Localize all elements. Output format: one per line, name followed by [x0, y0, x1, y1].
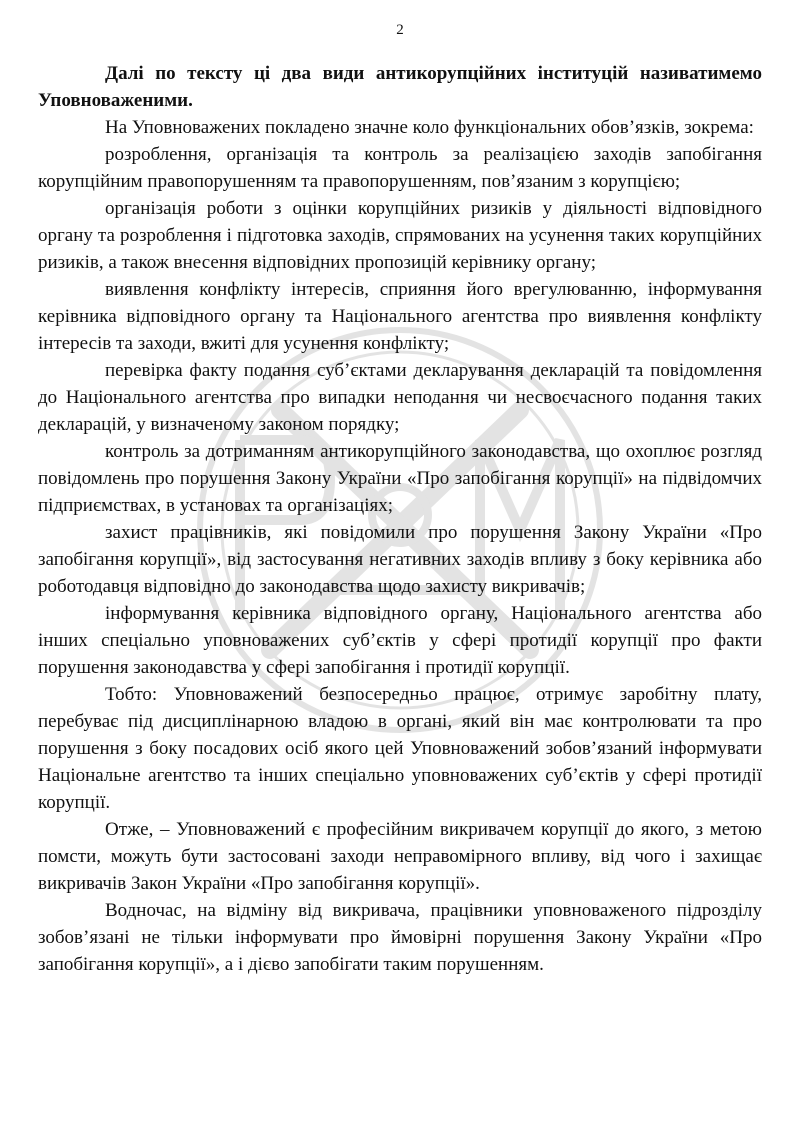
paragraph: Отже, – Уповноважений є професійним викривачем корупції до якого, з метою помсти, можуть бути застосовані заходи неправомірного впливу, від чого і захищає викривачів Закон України «Про запобігання корупції».: [38, 819, 762, 894]
paragraph: виявлення конфлікту інтересів, сприяння його врегулюванню, інформування керівника відповідного органу та Національного агентства про виявлення конфлікту інтересів та заходи, вжиті для усунення конфлікту;: [38, 279, 762, 354]
paragraph: Водночас, на відміну від викривача, працівники уповноваженого підрозділу зобов’язані не тільки інформувати про ймовірні порушення Закону України «Про запобігання корупції», а і дієво запобігати таким порушенням.: [38, 900, 762, 975]
document-body: [38, 60, 762, 978]
page-number: 2: [396, 22, 404, 38]
paragraph: Тобто: Уповноважений безпосередньо працює, отримує заробітну плату, перебуває під дисциплінарною владою в органі, який він має контролювати та про порушення з боку посадових осіб якого цей Уповноважений зобов’язаний інформувати Національне агентство та інших спеціально уповноважених суб’єктів у сфері протидії корупції.: [38, 684, 762, 813]
paragraph: перевірка факту подання суб’єктами декларування декларацій та повідомлення до Національного агентства про випадки неподання чи несвоєчасного подання таких декларацій, у визначеному законом порядку;: [38, 360, 762, 435]
paragraph: розроблення, організація та контроль за реалізацією заходів запобігання корупційним правопорушенням та правопорушенням, пов’язаним з корупцією;: [38, 144, 762, 192]
paragraph: захист працівників, які повідомили про порушення Закону України «Про запобігання корупції», від застосування негативних заходів впливу з боку керівника або роботодавця відповідно до законодавства щодо захисту викривачів;: [38, 522, 762, 597]
paragraph: контроль за дотриманням антикорупційного законодавства, що охоплює розгляд повідомлень про порушення Закону України «Про запобігання корупції» на підвідомчих підприємствах, в установах та організаціях;: [38, 441, 762, 516]
paragraph: інформування керівника відповідного органу, Національного агентства або інших спеціально уповноважених суб’єктів у сфері протидії корупції про факти порушення законодавства у сфері запобігання і протидії корупції.: [38, 603, 762, 678]
paragraph: На Уповноважених покладено значне коло функціональних обов’язків, зокрема:: [105, 117, 754, 138]
paragraph: організація роботи з оцінки корупційних ризиків у діяльності відповідного органу та розроблення і підготовка заходів, спрямованих на усунення таких корупційних ризиків, а також внесення відповідних пропозицій керівнику органу;: [38, 198, 762, 273]
paragraph: Далі по тексту ці два види антикорупційних інституцій називатимемо Уповноваженими.: [38, 63, 762, 111]
